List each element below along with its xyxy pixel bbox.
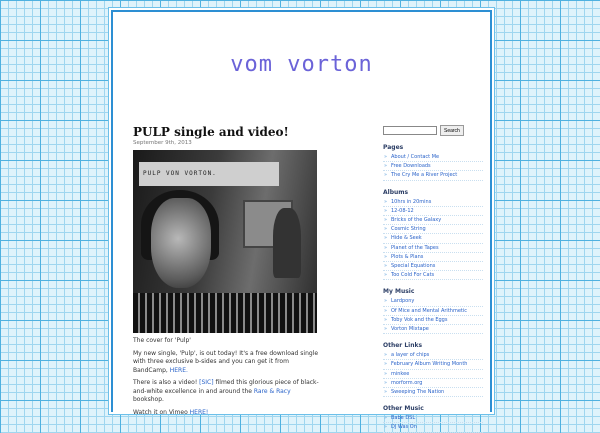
woman-face	[151, 198, 211, 288]
bandcamp-link[interactable]: HERE.	[169, 366, 188, 374]
sic-link[interactable]: [SIC]	[199, 379, 214, 386]
other-music-widget	[383, 405, 483, 432]
pages-heading: Pages	[383, 144, 404, 151]
sidebar-item[interactable]: » Hide & Seek	[383, 234, 483, 243]
my-music-widget	[383, 288, 483, 334]
albums-heading: Albums	[383, 188, 409, 196]
pages-widget	[383, 144, 483, 181]
post-paragraph	[133, 350, 321, 376]
sidebar-item[interactable]: » 10hrs in 20mins	[383, 198, 483, 207]
post-text: filmed this glorious piece of black-and-white excellence in and around the	[133, 379, 319, 395]
post-paragraph	[133, 337, 321, 346]
sidebar-item[interactable]: » Babe DSL	[383, 414, 483, 423]
post-title[interactable]: PULP single and video!	[133, 125, 289, 139]
sidebar-item[interactable]: » Plots & Plans	[383, 253, 483, 262]
sidebar-item[interactable]: » Sweeping The Nation	[383, 388, 483, 397]
other-music-heading: Other Music	[383, 405, 424, 413]
sidebar-item[interactable]: » Vorton Mixtape	[383, 325, 483, 334]
sidebar-item[interactable]: » February Album Writing Month	[383, 360, 483, 369]
vimeo-link[interactable]: HERE!	[189, 408, 209, 416]
sidebar-item[interactable]: » Too Cold For Cats	[383, 271, 483, 280]
sidebar-item[interactable]: » Free Downloads	[383, 162, 483, 171]
typewriter-paper-text: PULP VON VORTON.	[143, 170, 217, 177]
sidebar-item[interactable]: » 12-08-12	[383, 207, 483, 216]
sidebar-item[interactable]: » Cosmic String	[383, 225, 483, 234]
sidebar-item[interactable]: » Of Mice and Mental Arithmetic	[383, 307, 483, 316]
albums-widget	[383, 189, 483, 281]
typewriter-keys	[133, 293, 317, 333]
post	[133, 125, 321, 417]
other-links-widget	[383, 342, 483, 397]
post-image	[133, 150, 317, 333]
sidebar-item[interactable]: » About / Contact Me	[383, 153, 483, 162]
man-figure	[273, 208, 301, 278]
sidebar-item[interactable]: » Toby Vok and the Eggs	[383, 316, 483, 325]
post-text: bookshop.	[133, 396, 164, 403]
sidebar	[383, 125, 483, 433]
my-music-heading: My Music	[383, 288, 415, 296]
sidebar-item[interactable]: » The Cry Me a River Project	[383, 171, 483, 180]
page-container	[111, 10, 492, 431]
rare-racy-link[interactable]: Rare & Racy	[253, 387, 291, 395]
post-paragraph	[133, 409, 321, 418]
post-paragraph	[133, 379, 321, 405]
search-button[interactable]: Search	[440, 125, 464, 136]
sidebar-item[interactable]: » morform.org	[383, 379, 483, 388]
search-form	[383, 125, 483, 136]
post-text: There is also a video!	[133, 379, 200, 386]
sidebar-item[interactable]: » minkee	[383, 370, 483, 379]
sidebar-item[interactable]: » Special Equations	[383, 262, 483, 271]
sidebar-item[interactable]: » Bricks of the Galaxy	[383, 216, 483, 225]
post-date: September 9th, 2013	[133, 140, 192, 146]
other-links-heading: Other Links	[383, 342, 423, 350]
post-text: Watch it on Vimeo	[133, 408, 190, 416]
sidebar-item[interactable]: » a layer of chips	[383, 351, 483, 360]
site-title[interactable]: vom vorton	[230, 52, 373, 77]
post-text: My new single, 'Pulp', is out today! It's a free download single with three exclusive b-sides and you can get it from BandCamp,	[133, 349, 319, 374]
search-input[interactable]	[383, 126, 437, 135]
sidebar-item[interactable]: » Planet of the Tapes	[383, 244, 483, 253]
sidebar-item[interactable]: » DJ Was On	[383, 423, 483, 432]
sidebar-item[interactable]: » Lardpony	[383, 297, 483, 306]
post-text: The cover for 'Pulp'	[133, 337, 191, 344]
